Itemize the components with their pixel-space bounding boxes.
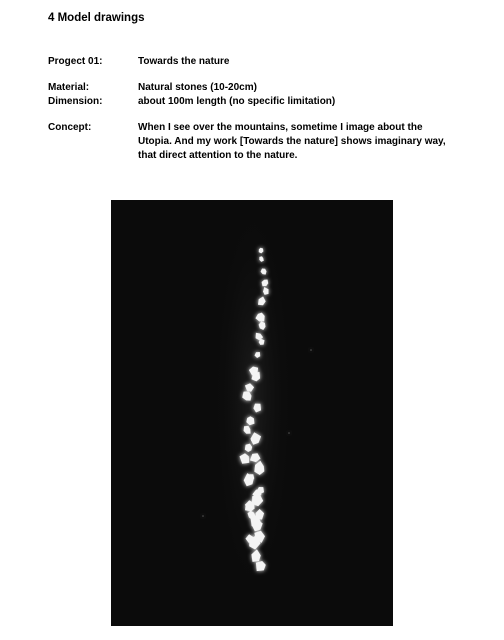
project-label: Progect 01: xyxy=(48,56,103,67)
concept-label: Concept: xyxy=(48,122,92,133)
page-heading: 4 Model drawings xyxy=(48,12,145,24)
project-value: Towards the nature xyxy=(138,56,230,67)
dimension-value: about 100m length (no specific limitation) xyxy=(138,96,336,107)
material-value: Natural stones (10-20cm) xyxy=(138,82,257,93)
speck xyxy=(288,432,290,434)
speck xyxy=(310,349,312,351)
speck xyxy=(202,515,204,517)
concept-text: When I see over the mountains, sometime I image about the Utopia. And my work [Towards the nature] shows imaginary way, that direct attention to the nature. xyxy=(138,122,446,161)
material-label: Material: xyxy=(48,82,90,93)
model-photo xyxy=(111,200,393,626)
dimension-label: Dimension: xyxy=(48,96,103,107)
